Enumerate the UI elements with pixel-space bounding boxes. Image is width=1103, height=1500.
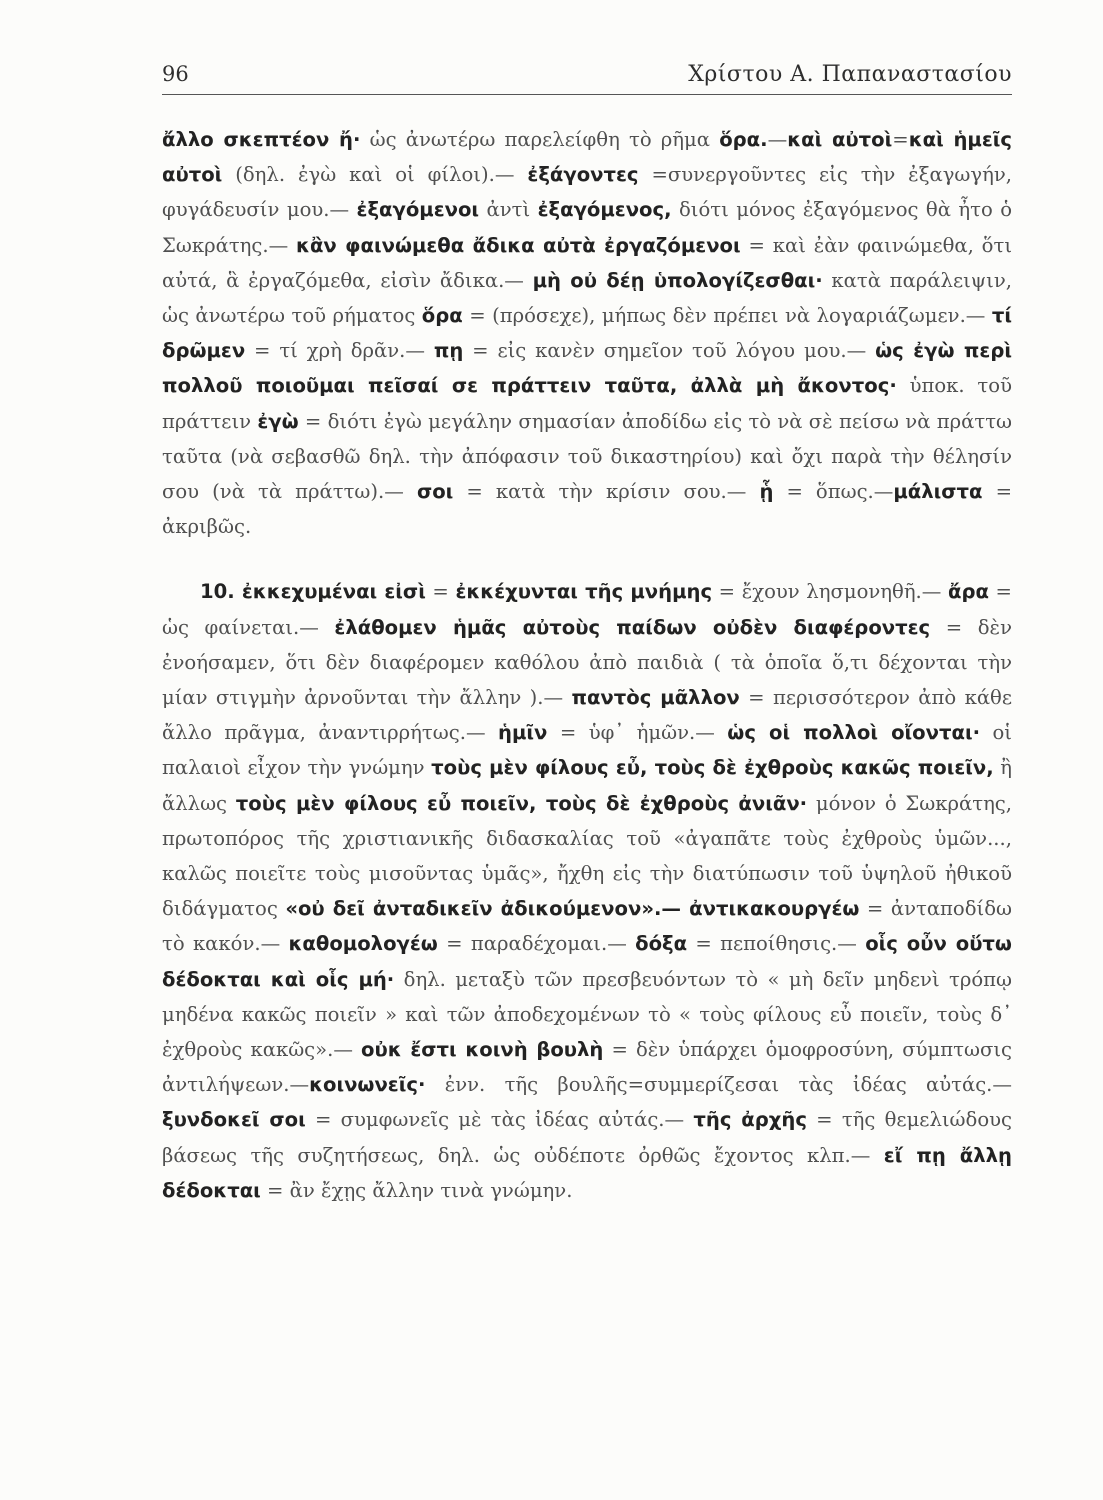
gloss-text: = ἀκριβῶς. (162, 480, 1012, 539)
gloss-text: — (767, 128, 788, 151)
lemma-term: μὴ οὐ δέῃ ὑπολογίζεσθαι· (532, 268, 823, 292)
gloss-text: =συνεργοῦντες εἰς τὴν ἐξαγωγήν, φυγάδευσίν μου.— (162, 163, 1012, 222)
page-header (162, 62, 1012, 95)
lemma-term: ὡς ἐγὼ περὶ πολλοῦ ποιοῦμαι πεῖσαί σε πράττειν ταῦτα, ἀλλὰ μὴ ἄκοντος· (162, 339, 1012, 398)
lemma-term: ἡμῖν (498, 721, 548, 745)
gloss-text: = ἔχουν λησμονηθῆ.— (712, 580, 948, 604)
page-number: 96 (162, 62, 189, 86)
lemma-term: μάλιστα (893, 480, 983, 504)
gloss-text: = πεποίθησις.— (687, 932, 866, 956)
gloss-text: = (425, 580, 456, 604)
lemma-term: καθομολογέω (288, 932, 438, 956)
gloss-text: = ὑφ᾽ ἡμῶν.— (547, 721, 728, 745)
gloss-text: = παραδέχομαι.— (437, 932, 636, 956)
paragraph-commentary-9 (162, 122, 1012, 544)
gloss-text: διότι μόνος ἐξαγόμενος θὰ ἦτο ὁ Σωκράτης.— (162, 198, 1013, 257)
gloss-text: = κατὰ τὴν κρίσιν σου.— (453, 480, 760, 504)
lemma-term: ἐξαγόμενοι (356, 198, 480, 222)
paragraph-commentary-10 (162, 574, 1012, 1208)
lemma-term: πῃ (433, 339, 464, 363)
running-title: Χρίστου Α. Παπαναστασίου (688, 62, 1012, 87)
gloss-text: μόνον ὁ Σωκράτης, πρωτοπόρος τῆς χριστιανικῆς διδασκαλίας τοῦ «ἀγαπᾶτε τοὺς ἐχθροὺς ὑμῶν..., καλῶς ποιεῖτε τοὺς μισοῦντας ὑμᾶς», ἤχθη εἰς τὴν διατύπωσιν τοῦ ὑψηλοῦ ἠθικοῦ διδάγματος (162, 791, 1013, 921)
lemma-term: ἄλλο σκεπτέον ἤ· (162, 128, 361, 151)
gloss-text: = (892, 128, 909, 151)
gloss-text: ἢ ἄλλως (162, 756, 1012, 815)
lemma-term: 10. ἐκκεχυμέναι εἰσὶ (200, 580, 426, 604)
lemma-term: ἐγὼ (257, 409, 299, 433)
lemma-term: ὅρα. (719, 128, 768, 151)
gloss-text: = ὡς φαίνεται.— (162, 580, 1012, 639)
lemma-term: κοινωνεῖς· (309, 1073, 426, 1097)
gloss-text: = τῆς θεμελιώδους βάσεως τῆς συζητήσεως, δηλ. ὡς οὐδέποτε ὀρθῶς ἔχοντος κλπ.— (162, 1108, 1013, 1167)
lemma-term: καὶ αὐτοὶ (787, 128, 893, 151)
gloss-text: ἀντὶ (479, 198, 538, 222)
lemma-term: ἄρα (947, 580, 989, 604)
gloss-text: = ἀνταποδίδω τὸ κακόν.— (162, 897, 1012, 956)
lemma-term: οἷς οὖν οὕτω δέδοκται καὶ οἷς μή· (162, 932, 1012, 991)
lemma-term: ἐξαγόμενος, (537, 198, 672, 222)
body-text (162, 122, 1012, 1208)
lemma-term: τῆς ἀρχῆς (693, 1108, 807, 1132)
gloss-text: = δὲν ἐνοήσαμεν, ὅτι δὲν διαφέρομεν καθόλου ἀπὸ παιδιὰ ( τὰ ὁποῖα ὅ,τι δέχονται τὴν μίαν στιγμὴν ἀρνοῦνται τὴν ἄλλην ).— (162, 615, 1012, 710)
lemma-term: ἐκκέχυνται τῆς μνήμης (455, 580, 713, 604)
gloss-text: = εἰς κανὲν σημεῖον τοῦ λόγου μου.— (463, 339, 876, 363)
gloss-text: = ὅπως.— (773, 480, 894, 504)
lemma-term: ὅρα (421, 304, 463, 328)
gloss-text: = δὲν ὑπάρχει ὁμοφροσύνη, σύμπτωσις ἀντιλήψεων.— (162, 1038, 1012, 1097)
lemma-term: ἐλάθομεν ἡμᾶς αὐτοὺς παίδων οὐδὲν διαφέροντες (334, 615, 931, 639)
gloss-text: ὡς ἀνωτέρω παρελείφθη τὸ ρῆμα (360, 128, 720, 151)
gloss-text: δηλ. μεταξὺ τῶν πρεσβευόντων τὸ « μὴ δεῖν μηδενὶ τρόπῳ μηδένα κακῶς ποιεῖν » καὶ τῶν ἀποδεχομένων τὸ « τοὺς φίλους εὖ ποιεῖν, τοὺς δ᾽ ἐχθροὺς κακῶς».— (162, 967, 1013, 1062)
gloss-text: = καὶ ἐὰν φαινώμεθα, ὅτι αὐτά, ἃ ἐργαζόμεθα, εἰσὶν ἄδικα.— (162, 233, 1012, 292)
gloss-text: οἱ παλαιοὶ εἶχον τὴν γνώμην (162, 721, 1012, 780)
lemma-term: δόξα (635, 932, 688, 956)
lemma-term: τοὺς μὲν φίλους εὖ ποιεῖν, τοὺς δὲ ἐχθροὺς ἀνιᾶν· (235, 791, 808, 815)
gloss-text: = (πρόσεχε), μήπως δὲν πρέπει νὰ λογαριάζωμεν.— (462, 304, 992, 328)
gloss-text: ἐνν. τῆς βουλῆς=συμμερίζεσαι τὰς ἰδέας αὐτάς.— (425, 1073, 1012, 1097)
gloss-text: ὑποκ. τοῦ πράττειν (162, 374, 1012, 433)
lemma-term: τί δρῶμεν (162, 304, 1012, 363)
gloss-text: = συμφωνεῖς μὲ τὰς ἰδέας αὐτάς.— (305, 1108, 694, 1132)
gloss-text: = περισσότερον ἀπὸ κάθε ἄλλο πρᾶγμα, ἀναντιρρήτως.— (162, 686, 1012, 745)
gloss-text: = ἂν ἔχῃς ἄλλην τινὰ γνώμην. (260, 1178, 573, 1202)
lemma-term: ἐξάγοντες (527, 163, 639, 187)
lemma-term: εἴ πῃ ἄλλῃ δέδοκται (162, 1143, 1013, 1202)
lemma-term: ὡς οἱ πολλοὶ οἴονται· (727, 721, 981, 745)
gloss-text: = διότι ἐγὼ μεγάλην σημασίαν ἀποδίδω εἰς τὸ νὰ σὲ πείσω νὰ πράττω ταῦτα (νὰ σεβασθῶ δηλ. τὴν ἀπόφασιν τοῦ δικαστηρίου) καὶ ὄχι παρὰ τὴν θέλησίν σου (νὰ τὰ πράττω).— (162, 409, 1013, 504)
lemma-term: «οὐ δεῖ ἀνταδικεῖν ἀδικούμενον».— ἀντικακουργέω (285, 897, 860, 921)
lemma-term: κἂν φαινώμεθα ἄδικα αὐτὰ ἐργαζόμενοι (296, 233, 741, 257)
lemma-term: ξυνδοκεῖ σοι (162, 1108, 306, 1132)
gloss-text: = τί χρὴ δρᾶν.— (245, 339, 434, 363)
lemma-term: σοι (416, 480, 454, 504)
lemma-term: οὐκ ἔστι κοινὴ βουλὴ (361, 1038, 604, 1062)
lemma-term: παντὸς μᾶλλον (571, 686, 740, 710)
gloss-text: (δηλ. ἐγὼ καὶ οἱ φίλοι).— (222, 163, 528, 187)
lemma-term: καὶ ἡμεῖς αὐτοὶ (162, 128, 1012, 187)
lemma-term: ᾗ (759, 480, 774, 504)
lemma-term: τοὺς μὲν φίλους εὖ, τοὺς δὲ ἐχθροὺς κακῶς ποιεῖν, (431, 756, 994, 780)
gloss-text: κατὰ παράλειψιν, ὡς ἀνωτέρω τοῦ ρήματος (162, 268, 1012, 328)
